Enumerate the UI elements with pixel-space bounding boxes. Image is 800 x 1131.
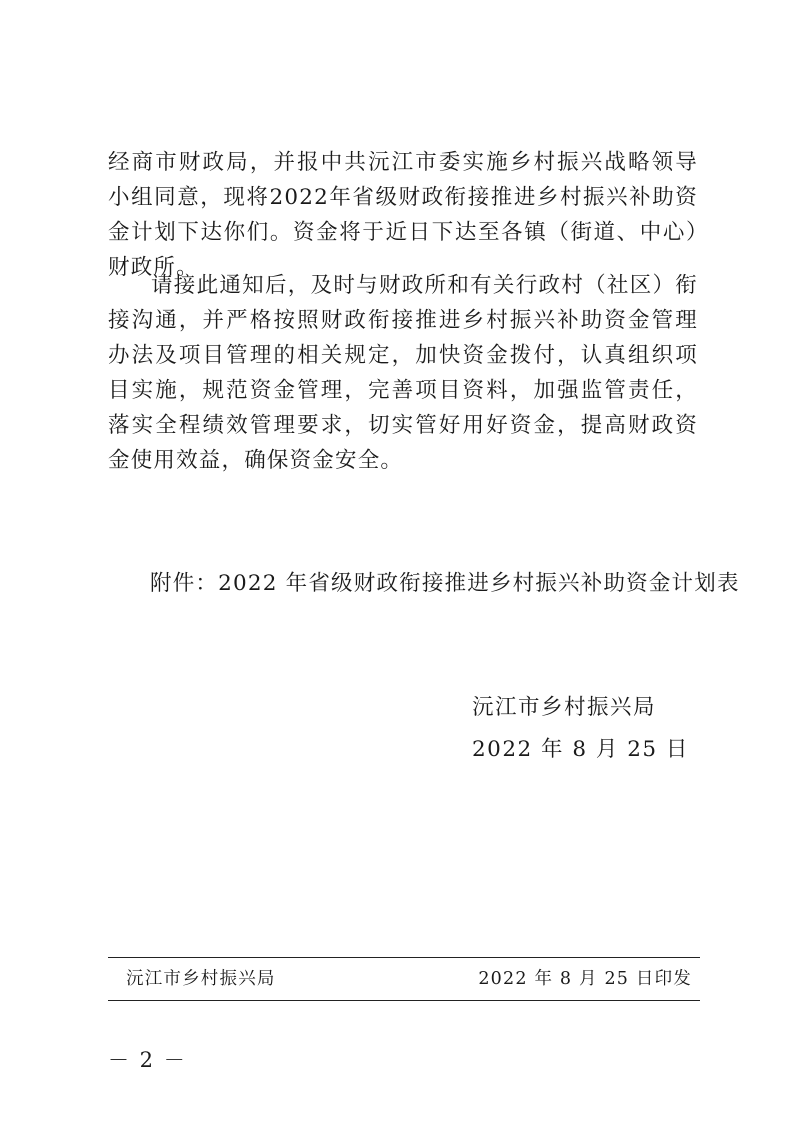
- signature-organization: 沅江市乡村振兴局: [472, 695, 657, 720]
- footer-organization: 沅江市乡村振兴局: [126, 969, 276, 989]
- page-number: － 2 －: [108, 1048, 187, 1072]
- attachment-line: 附件：2022 年省级财政衔接推进乡村振兴补助资金计划表: [150, 571, 740, 596]
- footer-print-date: 2022 年 8 月 25 日印发: [478, 969, 692, 989]
- body-paragraph-2: 请接此通知后，及时与财政所和有关行政村（社区）衔接沟通，并严格按照财政衔接推进乡村振兴补助资金管理办法及项目管理的相关规定，加快资金拨付，认真组织项目实施，规范资金管理，完善项目资料，加强监管责任，落实全程绩效管理要求，切实管好用好资金，提高财政资金使用效益，确保资金安全。: [108, 273, 698, 473]
- body-paragraph-1: 经商市财政局，并报中共沅江市委实施乡村振兴战略领导小组同意，现将2022年省级财政衔接推进乡村振兴补助资金计划下达你们。资金将于近日下达至各镇（街道、中心）财政所。: [108, 150, 698, 280]
- footer-top-rule: [108, 957, 700, 958]
- signature-date: 2022 年 8 月 25 日: [472, 737, 689, 762]
- footer-bottom-rule: [108, 1000, 700, 1001]
